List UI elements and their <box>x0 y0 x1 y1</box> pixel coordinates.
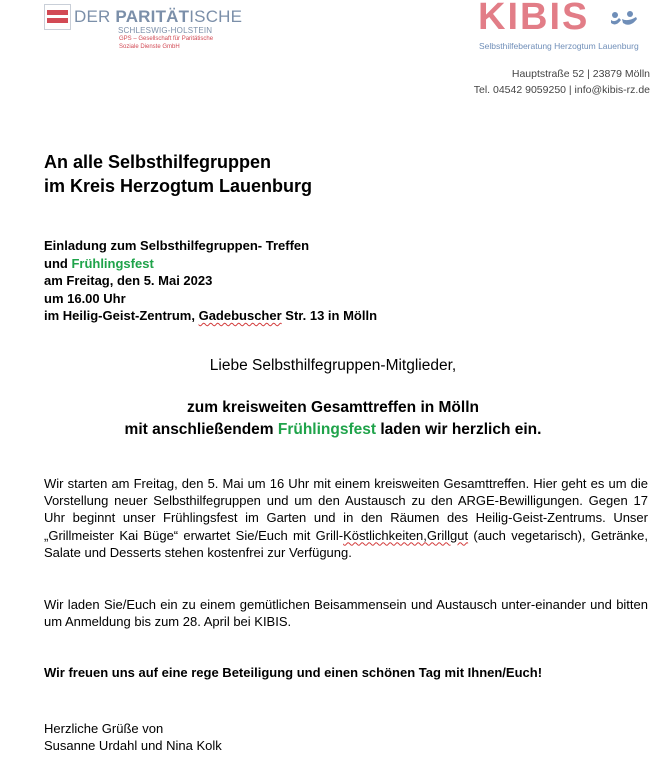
center-message-line-1: zum kreisweiten Gesamttreffen in Mölln <box>187 399 479 416</box>
body-paragraph-1: Wir starten am Freitag, den 5. Mai um 16 Uhr mit einem kreisweiten Gesamttreffen. Hier geht es um die Vorstellung neuer Selbsthilfegruppen und um den Austausch zu den ARGE-Bewilligungen. Gegen 17 Uhr beginnt unser Frühlingsfest im Garten und in den Räumen des Heilig-Geist-Zentrums. Unser „Grillmeister Kai Büge“ erwartet Sie/Euch mit Grill-Köstlichkeiten,Grillgut (auch vegetarisch), Getränke, Salate und Desserts stehen kostenfrei zur Verfügung. <box>44 476 648 560</box>
center-message-line-2: mit anschließendem Frühlingsfest laden wir herzlich ein. <box>124 421 542 438</box>
signature-block <box>44 720 222 754</box>
invitation-fest-line: und Frühlingsfest <box>44 255 154 271</box>
body-paragraph-2: Wir laden Sie/Euch ein zu einem gemütlichen Beisammensein und Austausch unter-einander und bitten um Anmeldung bis zum 28. April bei KIBIS. <box>44 597 648 630</box>
paritaetische-logo <box>44 4 244 54</box>
paritaetische-region: SCHLESWIG-HOLSTEIN <box>118 26 213 35</box>
people-figures-icon <box>610 10 638 30</box>
invitation-title: Einladung zum Selbsthilfegruppen- Treffen <box>44 238 310 253</box>
spellcheck-flagged-word: Gadebuscher <box>198 308 282 323</box>
center-message <box>0 397 666 441</box>
kibis-logo <box>476 0 656 56</box>
invitation-time: um 16.00 Uhr <box>44 290 126 306</box>
kibis-wordmark: KIBIS <box>478 0 590 38</box>
heading-line-2: im Kreis Herzogtum Lauenburg <box>44 176 313 196</box>
invitation-date: am Freitag, den 5. Mai 2023 <box>44 273 213 288</box>
sender-address <box>474 66 650 98</box>
closing-greeting: Herzliche Grüße von <box>44 721 164 736</box>
heading-line-1: An alle Selbsthilfegruppen <box>44 152 272 172</box>
invitation-location: im Heilig-Geist-Zentrum, Gadebuscher Str. 13 in Mölln <box>44 308 378 323</box>
gps-line-1: GPS – Gesellschaft für Paritätische <box>119 36 214 42</box>
spellcheck-flagged-word: Köstlichkeiten,Grillgut <box>343 527 469 543</box>
fest-highlight: Frühlingsfest <box>71 255 154 271</box>
address-street: Hauptstraße 52 | 23879 Mölln <box>511 68 650 80</box>
greeting: Liebe Selbsthilfegruppen-Mitglieder, <box>209 357 457 374</box>
fest-highlight: Frühlingsfest <box>277 421 377 438</box>
signers: Susanne Urdahl und Nina Kolk <box>44 738 222 754</box>
paritaetische-name: DER PARITÄTISCHE <box>74 7 243 26</box>
closing-bold-line: Wir freuen uns auf eine rege Beteiligung und einen schönen Tag mit Ihnen/Euch! <box>44 665 543 680</box>
gps-line-2: Soziale Dienste GmbH <box>119 44 180 50</box>
recipient-heading <box>44 150 312 198</box>
paritaetische-mark-icon <box>44 4 71 30</box>
address-contact: Tel. 04542 9059250 | info@kibis-rz.de <box>473 84 650 96</box>
kibis-tagline: Selbsthilfeberatung Herzogtum Lauenburg <box>479 41 639 51</box>
invitation-block <box>44 237 377 325</box>
